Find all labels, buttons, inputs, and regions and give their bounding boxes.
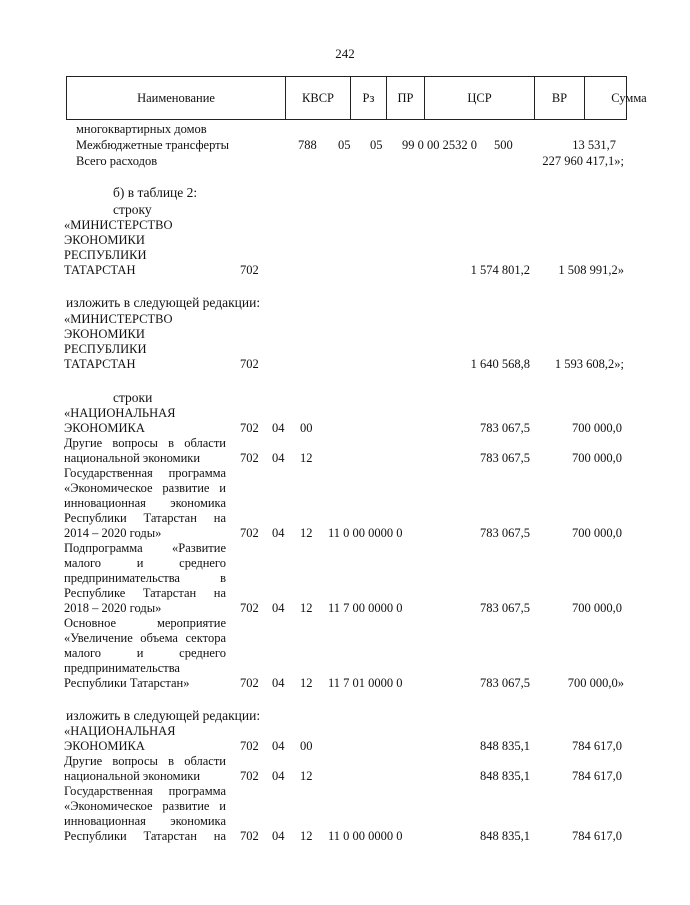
old-row-3-line-1: малого и среднего (64, 556, 226, 570)
new-row-2-csr: 11 0 00 0000 0 (328, 829, 403, 843)
old-row-4-line-4: Республики Татарстан» (64, 676, 190, 690)
ministry-old-sum2: 1 508 991,2» (558, 263, 624, 277)
old-row-0-kvsr: 702 (240, 421, 259, 435)
ministry-new-code: 702 (240, 357, 259, 371)
edit-label-1: изложить в следующей редакции: (66, 295, 261, 310)
ministry-old-line-1: ЭКОНОМИКИ (64, 233, 145, 247)
old-row-0-rz: 04 (272, 421, 285, 435)
old-row-2-sum1: 783 067,5 (480, 526, 530, 540)
old-row-2-line-1: «Экономическое развитие и (64, 481, 226, 495)
new-row-1-sum1: 848 835,1 (480, 769, 530, 783)
new-row-2-line-0: Государственная программа (64, 784, 226, 798)
old-row-4-sum2: 700 000,0» (567, 676, 624, 690)
old-row-2-sum2: 700 000,0 (572, 526, 622, 540)
old-row-0-line-1: ЭКОНОМИКА (64, 421, 145, 435)
old-row-3-csr: 11 7 00 0000 0 (328, 601, 403, 615)
old-row-4-pr: 12 (300, 676, 313, 690)
ministry-new-sum1: 1 640 568,8 (470, 357, 530, 371)
ministry-new-line-3: ТАТАРСТАН (64, 357, 136, 371)
ministry-new-line-0: «МИНИСТЕРСТВО (64, 312, 173, 326)
old-row-0-sum2: 700 000,0 (572, 421, 622, 435)
rows-word: строки (113, 390, 153, 405)
old-row-1-sum1: 783 067,5 (480, 451, 530, 465)
top-row-vr-1: 500 (494, 138, 513, 152)
new-row-0-rz: 04 (272, 739, 285, 753)
top-row-kvsr-1: 788 (298, 138, 317, 152)
top-row-name-2: Всего расходов (76, 154, 158, 168)
old-row-3-line-4: 2018 – 2020 годы» (64, 601, 162, 615)
ministry-old-sum1: 1 574 801,2 (470, 263, 530, 277)
old-row-2-line-0: Государственная программа (64, 466, 226, 480)
top-row-name-0: многоквартирных домов (76, 122, 207, 136)
top-row-csr-1: 99 0 00 2532 0 (402, 138, 477, 152)
section-b-row-word: строку (113, 202, 152, 217)
old-row-1-pr: 12 (300, 451, 313, 465)
new-row-0-kvsr: 702 (240, 739, 259, 753)
old-row-2-line-4: 2014 – 2020 годы» (64, 526, 162, 540)
old-row-1-sum2: 700 000,0 (572, 451, 622, 465)
new-row-2-kvsr: 702 (240, 829, 259, 843)
header-kvsr: КВСР (286, 77, 351, 119)
old-row-3-sum1: 783 067,5 (480, 601, 530, 615)
new-row-2-line-1: «Экономическое развитие и (64, 799, 226, 813)
header-pr: ПР (387, 77, 425, 119)
ministry-new-line-1: ЭКОНОМИКИ (64, 327, 145, 341)
old-row-3-kvsr: 702 (240, 601, 259, 615)
top-row-pr-1: 05 (370, 138, 383, 152)
section-b-intro: б) в таблице 2: (113, 185, 198, 200)
old-row-3-line-0: Подпрограмма «Развитие (64, 541, 226, 555)
ministry-old-line-2: РЕСПУБЛИКИ (64, 248, 147, 262)
header-rz: Рз (351, 77, 387, 119)
old-row-1-rz: 04 (272, 451, 285, 465)
new-row-2-line-2: инновационная экономика (64, 814, 226, 828)
ministry-old-code: 702 (240, 263, 259, 277)
old-row-0-line-0: «НАЦИОНАЛЬНАЯ (64, 406, 176, 420)
new-row-1-line-1: национальной экономики (64, 769, 201, 783)
old-row-3-line-2: предпринимательства в (64, 571, 226, 585)
page-number: 242 (335, 46, 355, 61)
new-row-2-sum2: 784 617,0 (572, 829, 622, 843)
old-row-0-pr: 00 (300, 421, 313, 435)
top-row-name-1: Межбюджетные трансферты (76, 138, 230, 152)
old-row-4-kvsr: 702 (240, 676, 259, 690)
table-header (66, 76, 647, 120)
new-row-2-sum1: 848 835,1 (480, 829, 530, 843)
old-row-4-rz: 04 (272, 676, 285, 690)
old-row-3-line-3: Республике Татарстан на (64, 586, 226, 600)
new-row-0-pr: 00 (300, 739, 313, 753)
old-row-1-line-0: Другие вопросы в области (64, 436, 226, 450)
old-row-2-pr: 12 (300, 526, 313, 540)
header-csr: ЦСР (425, 77, 535, 119)
header-name: Наименование (67, 77, 286, 119)
ministry-new-line-2: РЕСПУБЛИКИ (64, 342, 147, 356)
old-row-4-line-0: Основное мероприятие (64, 616, 226, 630)
top-row-sum-1: 13 531,7 (572, 138, 616, 152)
old-row-2-rz: 04 (272, 526, 285, 540)
new-row-1-pr: 12 (300, 769, 313, 783)
old-row-3-sum2: 700 000,0 (572, 601, 622, 615)
old-row-0-sum1: 783 067,5 (480, 421, 530, 435)
header-vr: ВР (535, 77, 585, 119)
old-row-4-sum1: 783 067,5 (480, 676, 530, 690)
ministry-new-sum2: 1 593 608,2»; (554, 357, 624, 371)
old-row-1-kvsr: 702 (240, 451, 259, 465)
old-row-1-line-1: национальной экономики (64, 451, 201, 465)
top-row-sum-2: 227 960 417,1»; (542, 154, 624, 168)
old-row-4-line-2: малого и среднего (64, 646, 226, 660)
new-row-1-line-0: Другие вопросы в области (64, 754, 226, 768)
edit-label-2: изложить в следующей редакции: (66, 708, 261, 723)
new-row-0-sum2: 784 617,0 (572, 739, 622, 753)
new-row-2-rz: 04 (272, 829, 285, 843)
old-row-2-csr: 11 0 00 0000 0 (328, 526, 403, 540)
header-sum (585, 77, 647, 119)
new-row-1-rz: 04 (272, 769, 285, 783)
old-row-4-line-3: предпринимательства (64, 661, 180, 675)
new-row-0-line-1: ЭКОНОМИКА (64, 739, 145, 753)
old-row-3-pr: 12 (300, 601, 313, 615)
top-row-rz-1: 05 (338, 138, 351, 152)
old-row-4-line-1: «Увеличение объема сектора (64, 631, 226, 645)
header-sum-label: Сумма (611, 90, 647, 105)
old-row-3-rz: 04 (272, 601, 285, 615)
new-row-0-sum1: 848 835,1 (480, 739, 530, 753)
ministry-old-line-3: ТАТАРСТАН (64, 263, 136, 277)
old-row-2-line-3: Республики Татарстан на (64, 511, 226, 525)
ministry-old-line-0: «МИНИСТЕРСТВО (64, 218, 173, 232)
new-row-2-line-3: Республики Татарстан на (64, 829, 226, 843)
new-row-1-kvsr: 702 (240, 769, 259, 783)
old-row-2-line-2: инновационная экономика (64, 496, 226, 510)
new-row-0-line-0: «НАЦИОНАЛЬНАЯ (64, 724, 176, 738)
old-row-2-kvsr: 702 (240, 526, 259, 540)
old-row-4-csr: 11 7 01 0000 0 (328, 676, 403, 690)
new-row-1-sum2: 784 617,0 (572, 769, 622, 783)
new-row-2-pr: 12 (300, 829, 313, 843)
